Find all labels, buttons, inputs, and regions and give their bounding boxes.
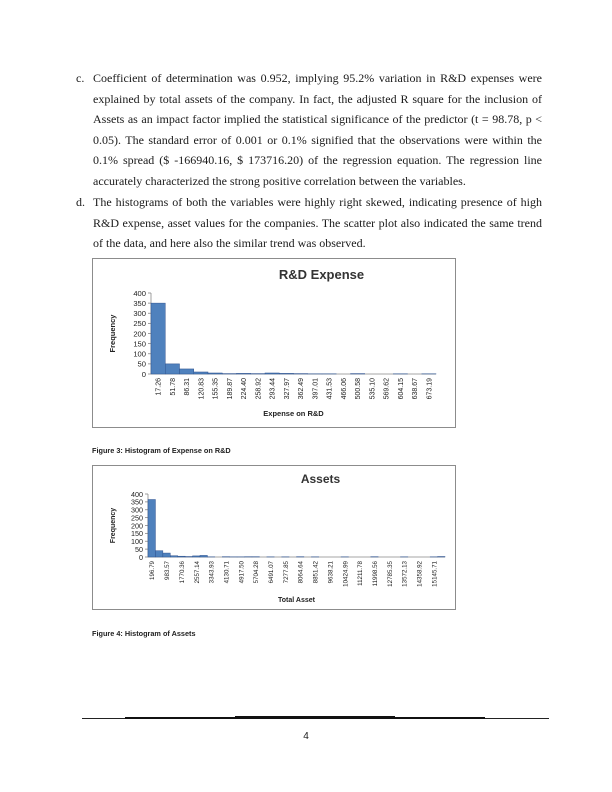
rd-x-tick-label: 466.06: [340, 378, 348, 400]
rd-histogram-bar: [208, 373, 222, 374]
assets-x-tick-label: 1770.36: [178, 561, 186, 584]
rd-y-tick-label: 50: [137, 359, 146, 369]
rd-histogram-bar: [165, 364, 179, 374]
assets-x-tick-label: 7277.85: [282, 561, 290, 584]
paragraph-c: [76, 68, 542, 192]
rd-histogram-bar: [194, 372, 208, 374]
assets-x-tick-label: 8851.42: [312, 561, 320, 584]
rd-x-tick-label: 224.40: [241, 378, 249, 400]
assets-x-tick-label: 6491.07: [268, 561, 276, 584]
assets-histogram-bar: [170, 556, 177, 557]
rd-expense-chart-svg: [93, 259, 455, 427]
rd-y-tick-label: 0: [141, 369, 146, 379]
rd-y-tick-label: 200: [133, 329, 146, 339]
page-number: 4: [303, 731, 309, 742]
figure-4-caption: Figure 4: Histogram of Assets: [92, 629, 196, 638]
assets-y-axis-label: Frequency: [110, 507, 117, 544]
assets-x-tick-label: 12785.35: [386, 561, 394, 587]
rd-x-tick-label: 327.97: [283, 378, 291, 400]
assets-y-tick-label: 50: [135, 544, 143, 554]
rd-histogram-bar: [151, 303, 165, 374]
assets-y-tick-label: 250: [131, 513, 143, 523]
rd-y-tick-label: 400: [133, 288, 146, 298]
rd-histogram-bar: [279, 373, 293, 374]
assets-y-tick-label: 150: [131, 529, 143, 539]
rd-x-tick-label: 500.58: [355, 378, 363, 400]
rd-y-axis-label: Frequency: [108, 314, 117, 353]
rd-x-tick-label: 535.10: [369, 378, 377, 400]
rd-histogram-bar: [237, 373, 251, 374]
assets-x-tick-label: 11998.56: [371, 561, 379, 587]
rd-x-tick-label: 258.92: [255, 378, 263, 400]
assets-x-tick-label: 3343.93: [208, 561, 216, 584]
assets-x-tick-label: 5704.28: [253, 561, 261, 584]
assets-histogram-bar: [163, 553, 170, 557]
list-marker-d: d.: [76, 195, 85, 209]
assets-histogram-bar: [200, 555, 207, 557]
figure-3-caption: Figure 3: Histogram of Expense on R&D: [92, 446, 231, 455]
assets-x-tick-label: 10424.99: [342, 561, 350, 587]
rd-x-tick-label: 17.26: [155, 378, 163, 396]
assets-histogram-bar: [148, 500, 155, 557]
assets-y-tick-label: 200: [131, 521, 143, 531]
rd-x-tick-label: 189.87: [226, 378, 234, 400]
rd-x-tick-label: 155.35: [212, 378, 220, 400]
assets-histogram: [92, 465, 456, 610]
assets-x-tick-label: 14358.92: [416, 561, 424, 587]
footer-rule-accent-left: [125, 717, 235, 719]
assets-y-tick-label: 300: [131, 505, 143, 515]
rd-expense-histogram: [92, 258, 456, 428]
assets-x-tick-label: 9638.21: [327, 561, 335, 584]
assets-chart-title: Assets: [300, 472, 341, 486]
rd-chart-title: R&D Expense: [278, 267, 365, 282]
rd-histogram-bar: [180, 369, 194, 374]
assets-x-tick-label: 196.79: [149, 561, 157, 580]
assets-x-axis-label: Total Asset: [278, 597, 315, 604]
assets-x-tick-label: 11211.78: [357, 561, 365, 586]
rd-x-tick-label: 604.15: [397, 378, 405, 400]
assets-histogram-bar: [155, 551, 162, 557]
rd-y-tick-label: 350: [133, 298, 146, 308]
rd-x-tick-label: 362.49: [298, 378, 306, 400]
assets-y-tick-label: 0: [139, 552, 143, 562]
rd-histogram-bar: [265, 373, 279, 374]
rd-x-tick-label: 673.19: [426, 378, 434, 400]
assets-y-tick-label: 350: [131, 497, 143, 507]
assets-x-tick-label: 4917.50: [238, 561, 246, 584]
rd-x-tick-label: 569.62: [383, 378, 391, 400]
rd-y-tick-label: 250: [133, 319, 146, 329]
paragraph-d-text: The histograms of both the variables were highly right skewed, indicating presence of high R&D expense, asset values for the companies. The scatter plot also indicated the same trend of the data, and here also the similar trend was observed.: [93, 195, 542, 251]
assets-x-tick-label: 13572.13: [401, 561, 409, 587]
footer-rule-accent-center: [235, 716, 395, 719]
paragraph-c-text: Coefficient of determination was 0.952, implying 95.2% variation in R&D expenses were explained by total assets of the company. In fact, the adjusted R square for the inclusion of Assets as an impact factor implied the statistical significance of the predictor (t = 98.78, p < 0.05). The standard error of 0.001 or 0.1% signified that the observations were within the 0.1% spread ($ -166940.16, $ 173716.20) of the regression equation. The regression line accurately characterized the strong positive correlation between the variables.: [93, 71, 542, 188]
rd-x-tick-label: 638.67: [412, 378, 420, 400]
rd-x-tick-label: 51.78: [169, 378, 177, 396]
assets-x-tick-label: 983.57: [164, 561, 172, 580]
paragraph-d: [76, 192, 542, 254]
rd-x-axis-label: Expense on R&D: [263, 409, 324, 418]
rd-y-tick-label: 100: [133, 349, 146, 359]
assets-x-tick-label: 4130.71: [223, 561, 231, 584]
list-marker-c: c.: [76, 71, 85, 85]
rd-x-tick-label: 86.31: [184, 378, 192, 396]
footer-rule-accent-right: [395, 717, 485, 719]
rd-x-tick-label: 397.01: [312, 378, 320, 400]
rd-x-tick-label: 120.83: [198, 378, 206, 400]
rd-y-tick-label: 150: [133, 339, 146, 349]
assets-chart-svg: [93, 466, 455, 609]
assets-histogram-bar: [178, 556, 185, 557]
assets-y-tick-label: 400: [131, 489, 143, 499]
rd-x-tick-label: 293.44: [269, 378, 277, 400]
rd-x-tick-label: 431.53: [326, 378, 334, 400]
assets-x-tick-label: 15145.71: [431, 561, 439, 587]
assets-histogram-bar: [193, 556, 200, 557]
assets-x-tick-label: 8064.64: [297, 561, 305, 584]
assets-y-tick-label: 100: [131, 537, 143, 547]
rd-y-tick-label: 300: [133, 309, 146, 319]
assets-x-tick-label: 2557.14: [193, 561, 201, 584]
